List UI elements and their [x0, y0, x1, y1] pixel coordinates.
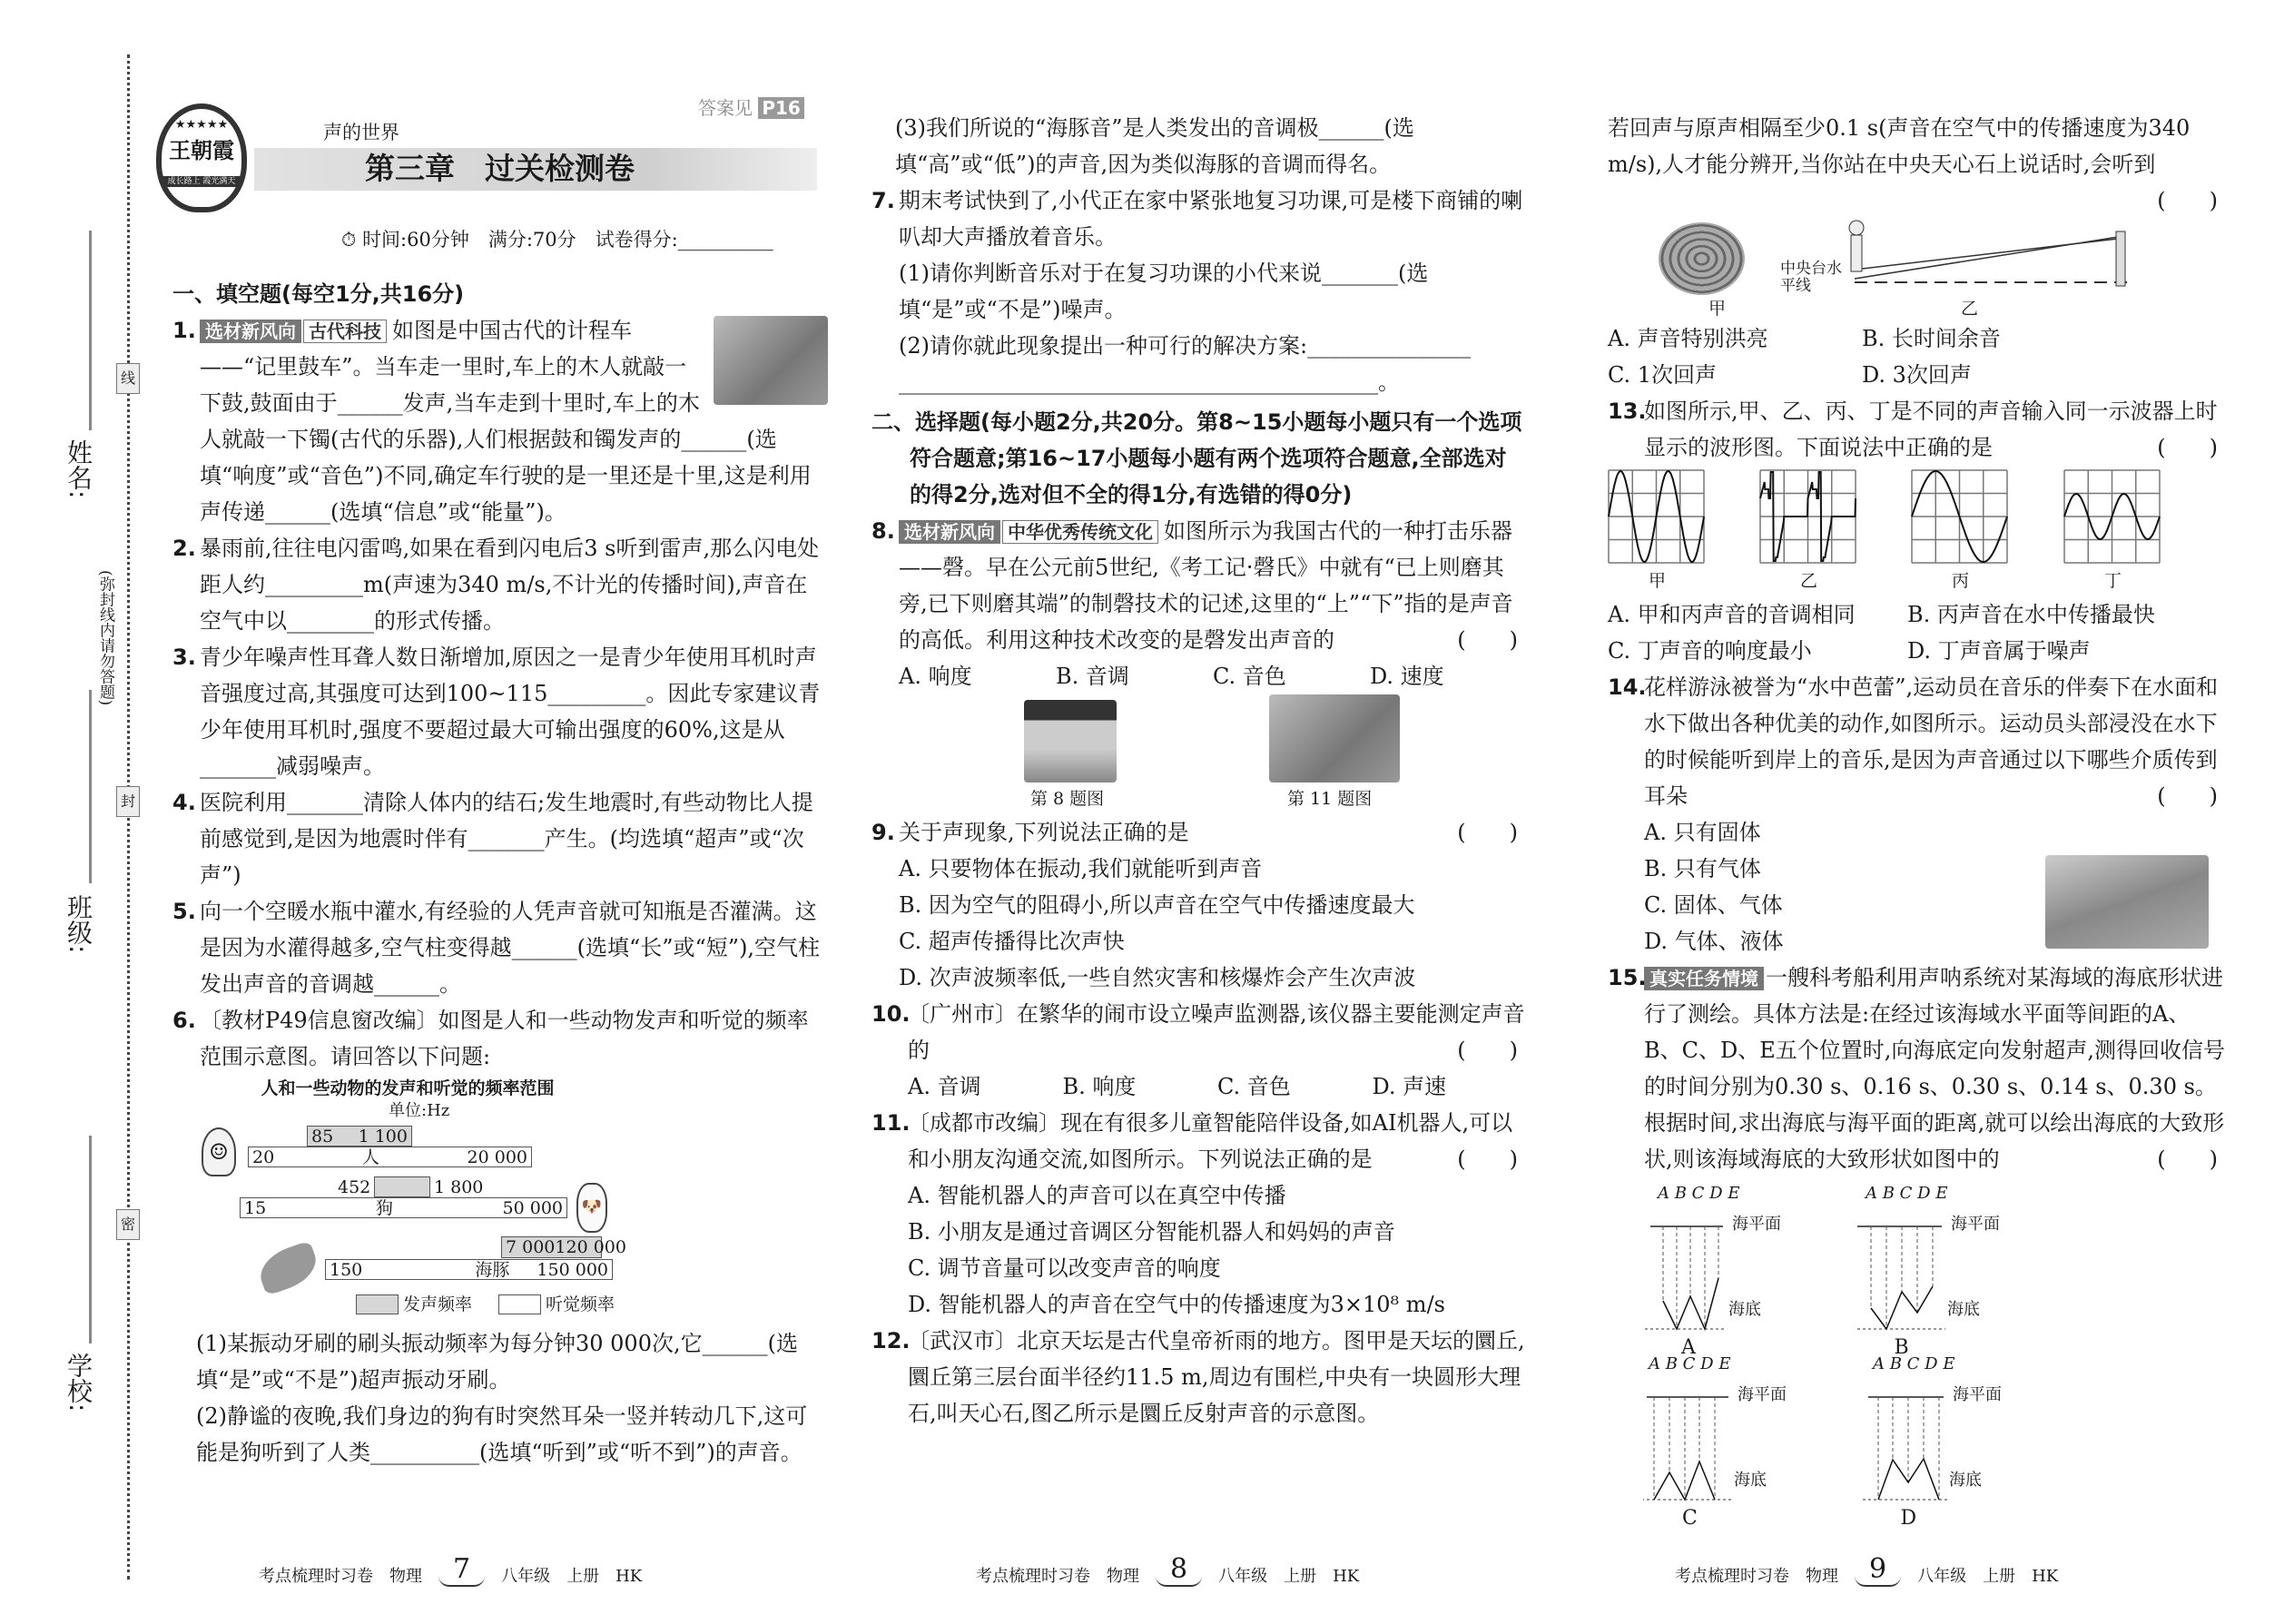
option-a[interactable]: A. 响度 — [899, 664, 972, 689]
q2-number: 2. — [172, 536, 196, 561]
q5-number: 5. — [172, 899, 196, 924]
waveform-label: 甲 — [1649, 571, 1667, 591]
option-b[interactable]: B. 只有气体 — [1644, 856, 1761, 881]
question-6-sub2: (2)静谧的夜晚,我们身边的狗有时突然耳朵一竖并转动几下,这可能是狗听到了人类__________(选填“听到”或“听不到”)的声音。 — [196, 1403, 808, 1465]
q11-figure-robot — [1269, 694, 1400, 782]
question-8 — [871, 513, 1527, 694]
question-1 — [172, 312, 828, 530]
school-line — [89, 1136, 92, 1343]
exam-info — [341, 227, 773, 252]
dolphin-hear-max: 150 000 — [537, 1259, 608, 1280]
dog-hear-range — [240, 1197, 567, 1218]
q9-number: 9. — [871, 820, 895, 845]
page-number: 8 — [1156, 1554, 1202, 1587]
q15-tag: 真实任务情境 — [1644, 967, 1764, 990]
clock-icon: ⏱ — [341, 229, 363, 251]
question-6 — [172, 1002, 828, 1075]
footer-left: 考点梳理时习卷 物理 — [259, 1567, 422, 1586]
q1-tag2: 古代科技 — [303, 320, 387, 343]
q8-figure-caption: 第 8 题图 — [1030, 789, 1105, 809]
option-d[interactable]: D. 声速 — [1372, 1074, 1447, 1099]
section1-title: 一、填空题(每空1分,共16分) — [172, 281, 465, 307]
dog-emit-range — [374, 1176, 430, 1197]
q11-answer-paren: ( ) — [1457, 1147, 1518, 1172]
column-1 — [172, 276, 828, 1471]
seal-mark-seal: 封 — [116, 786, 140, 817]
page-number: 9 — [1855, 1554, 1901, 1587]
choice-label: D — [1900, 1507, 1917, 1530]
q4-number: 4. — [172, 790, 196, 815]
q1-number: 1. — [172, 318, 196, 343]
option-c[interactable]: C. 丁声音的响度最小 — [1608, 638, 1812, 664]
seal-notice: (弥封线内请勿答题) — [96, 570, 114, 706]
class-label: 班级: — [64, 894, 94, 954]
q14-number: 14. — [1608, 674, 1647, 700]
sea-floor-label: 海底 — [1947, 1300, 1980, 1319]
q8-figure-chime — [1024, 700, 1117, 782]
q7-number: 7. — [871, 188, 895, 213]
question-15 — [1608, 960, 2227, 1177]
dolphin-hear-min: 150 — [330, 1259, 363, 1280]
footer-page-7 — [259, 1554, 642, 1587]
option-b[interactable]: B. 因为空气的阻碍小,所以声音在空气中传播速度最大 — [899, 892, 1415, 918]
question-3 — [172, 639, 828, 784]
sea-level-label: 海平面 — [1951, 1215, 2000, 1234]
seal-mark-line: 线 — [116, 363, 140, 394]
section2-title: 二、选择题(每小题2分,共20分。第8~15小题每小题只有一个选项符合题意;第16~17小题每小题有两个选项符合题意,全部选对的得2分,选对但不全的得1分,有选错的得0分) — [871, 409, 1522, 507]
person-icon: ☺ — [202, 1127, 236, 1176]
human-label: 人 — [361, 1147, 379, 1167]
dolphin-emit-max: 120 000 — [555, 1237, 626, 1257]
q3-text: 青少年噪声性耳聋人数日渐增加,原因之一是青少年使用耳机时声音强度过高,其强度可达到100~115_________。因此专家建议青少年使用耳机时,强度不要超过最大可输出强度的60%,这是从_______减弱噪声。 — [200, 645, 821, 779]
sea-level-label: 海平面 — [1953, 1385, 2002, 1404]
option-b[interactable]: B. 音调 — [1056, 664, 1129, 689]
q11-options — [908, 1177, 1527, 1323]
logo-text: 王朝霞 — [169, 137, 234, 163]
dolphin-hear-range — [325, 1259, 613, 1280]
option-d[interactable]: D. 丁声音属于噪声 — [1907, 638, 2091, 664]
seafloor-diagrams — [1608, 1183, 2227, 1530]
dog-emit-max: 1 800 — [434, 1177, 484, 1197]
dolphin-icon — [254, 1240, 322, 1296]
option-d[interactable]: D. 气体、液体 — [1644, 929, 1784, 954]
q8-text: 如图所示为我国古代的一种打击乐器——磬。早在公元前5世纪,《考工记·磬氏》中就有“已上则磨其旁,已下则磨其端”的制磬技术的记述,这里的“上”“下”指的是声音的高低。利用这种技术改变的是磬发出声音的 — [899, 518, 1513, 653]
option-d[interactable]: D. 速度 — [1370, 664, 1444, 689]
q12-figure-b-label: 乙 — [1961, 299, 1979, 319]
q7-text: 期末考试快到了,小代正在家中紧张地复习功课,可是楼下商铺的喇叭却大声播放着音乐。 — [899, 188, 1523, 250]
question-14 — [1608, 669, 2227, 960]
option-a[interactable]: A. 智能机器人的声音可以在真空中传播 — [908, 1183, 1286, 1208]
q12-figure-a-label: 甲 — [1708, 299, 1727, 319]
logo-stars-icon: ★★★★★ — [174, 118, 229, 132]
logo-motto: 成长路上 霞光满天 — [162, 176, 241, 187]
q14-text: 花样游泳被誉为“水中芭蕾”,运动员在音乐的伴奏下在水面和水下做出各种优美的动作,如图所示。运动员头部浸没在水下的时候能听到岸上的音乐,是因为声音通过以下哪些介质传到耳朵 — [1644, 674, 2219, 809]
q7-answer-line: ____________________________________________。 — [899, 369, 1400, 395]
q3-number: 3. — [172, 645, 196, 670]
q8-tag2: 中华优秀传统文化 — [1002, 520, 1158, 544]
q13-number: 13. — [1608, 399, 1647, 424]
question-2 — [172, 530, 828, 639]
option-b[interactable]: B. 响度 — [1062, 1074, 1137, 1099]
dolphin-emit-min: 7 000 — [506, 1237, 556, 1257]
waveform-label: 乙 — [1800, 571, 1818, 591]
q2-text: 暴雨前,往往电闪雷鸣,如果在看到闪电后3 s听到雷声,那么闪电处距人约_________m(声速为340 m/s,不计光的传播时间),声音在空气中以________的形式传播。 — [200, 536, 820, 634]
q9-answer-paren: ( ) — [1457, 820, 1518, 845]
question-9 — [871, 814, 1527, 996]
q6-text: 〔教材P49信息窗改编〕如图是人和一些动物发声和听觉的频率范围示意图。请回答以下问题: — [200, 1008, 809, 1069]
human-emit-max: 1 100 — [358, 1126, 408, 1147]
legend-hear-swatch — [498, 1294, 541, 1314]
q10-options — [908, 1068, 1527, 1105]
option-c[interactable]: C. 音色 — [1217, 1074, 1291, 1099]
q12-figure-circular-mound — [1659, 222, 1745, 295]
question-6-sub1: (1)某振动牙刷的刷头振动频率为每分钟30 000次,它______(选填“是”或“不是”)超声振动牙刷。 — [196, 1331, 798, 1393]
option-a[interactable]: A. 只有固体 — [1644, 820, 1761, 845]
sea-floor-label: 海底 — [1728, 1300, 1761, 1319]
option-c[interactable]: C. 调节音量可以改变声音的响度 — [908, 1255, 1221, 1281]
exam-info-text: 时间:60分钟 满分:70分 试卷得分: — [362, 229, 678, 251]
question-10 — [871, 996, 1527, 1105]
choice-label: C — [1682, 1507, 1698, 1530]
page-title: 第三章 过关检测卷 — [365, 151, 635, 186]
column-2 — [871, 110, 1527, 1432]
option-a[interactable]: A. 音调 — [908, 1074, 981, 1099]
q15-number: 15. — [1608, 965, 1647, 990]
oscilloscope-waveforms — [1608, 469, 2227, 596]
q11-figure-caption: 第 11 题图 — [1287, 789, 1373, 809]
q7-sub2: (2)请你就此现象提出一种可行的解决方案:_______________ — [899, 333, 1472, 359]
seal-mark-secret: 密 — [116, 1209, 140, 1240]
option-b[interactable]: B. 小朋友是通过音调区分智能机器人和妈妈的声音 — [908, 1219, 1395, 1245]
question-4 — [172, 784, 828, 893]
footer-left: 考点梳理时习卷 物理 — [976, 1567, 1139, 1586]
choice-label: B — [1894, 1336, 1909, 1359]
footer-right: 八年级 上册 HK — [1218, 1567, 1360, 1586]
seafloor-diagram-a — [1643, 1205, 1807, 1336]
q1-image-drum-cart — [714, 316, 828, 405]
question-7 — [871, 182, 1527, 400]
footer-right: 八年级 上册 HK — [1917, 1567, 2059, 1586]
option-a[interactable]: A. 只要物体在振动,我们就能听到声音 — [899, 856, 1263, 881]
q12-options — [1608, 320, 2116, 393]
q10-number: 10. — [871, 1001, 911, 1027]
human-emit-range — [307, 1126, 412, 1147]
human-hear-min: 20 — [252, 1147, 275, 1167]
q5-text: 向一个空暖水瓶中灌水,有经验的人凭声音就可知瓶是否灌满。这是因为水灌得越多,空气柱变得越______(选填“长”或“短”),空气柱发出声音的音调越______。 — [200, 899, 821, 997]
waveform-2 — [1911, 469, 2008, 564]
point-labels: A B C D E — [1649, 1354, 1731, 1373]
score-blank: __________ — [677, 229, 773, 251]
option-c[interactable]: C. 音色 — [1213, 664, 1286, 689]
q1-tag: 选材新风向 — [200, 320, 301, 343]
answer-reference — [698, 96, 804, 120]
column-3 — [1608, 110, 2227, 1530]
answer-ref-label: 答案见 — [698, 97, 753, 119]
option-a[interactable]: A. 声音特别洪亮 — [1608, 326, 1768, 351]
dog-hear-min: 15 — [244, 1197, 267, 1218]
unit-name: 声的世界 — [323, 122, 399, 143]
footer-left: 考点梳理时习卷 物理 — [1675, 1567, 1838, 1586]
question-6-sub3: (3)我们所说的“海豚音”是人类发出的音调极______(选填“高”或“低”)的声音,因为类似海豚的音调而得名。 — [895, 115, 1414, 177]
option-c[interactable]: C. 超声传播得比次声快 — [899, 929, 1125, 954]
human-hear-max: 20 000 — [467, 1147, 527, 1167]
option-d[interactable]: D. 次声波频率低,一些自然灾害和核爆炸会产生次声波 — [899, 965, 1416, 990]
q14-options — [1644, 814, 1916, 960]
name-label: 姓名: — [64, 439, 94, 499]
q12-number: 12. — [871, 1328, 911, 1353]
q13-answer-paren: ( ) — [2157, 435, 2218, 460]
q11-text: 〔成都市改编〕现在有很多儿童智能陪伴设备,如AI机器人,可以和小朋友沟通交流,如图所示。下列说法正确的是 — [908, 1110, 1513, 1172]
brand-logo — [156, 103, 247, 212]
option-a[interactable]: A. 甲和丙声音的音调相同 — [1608, 602, 1856, 627]
choice-label: A — [1681, 1336, 1696, 1359]
question-12 — [871, 1323, 1527, 1432]
q8-options — [899, 658, 1527, 694]
frequency-range-figure — [182, 1078, 817, 1325]
option-d[interactable]: D. 智能机器人的声音在空气中的传播速度为3×10⁸ m/s — [908, 1292, 1445, 1317]
point-labels: A B C D E — [1658, 1184, 1740, 1203]
dog-emit-min: 452 — [338, 1177, 371, 1197]
school-label: 学校: — [64, 1353, 94, 1412]
waveform-1 — [1759, 469, 1856, 564]
figure-unit: 单位:Hz — [389, 1101, 450, 1120]
q15-answer-paren: ( ) — [2157, 1147, 2218, 1172]
legend-hear-label: 听觉频率 — [546, 1294, 615, 1314]
figure-title: 人和一些动物的发声和听觉的频率范围 — [261, 1078, 555, 1098]
footer-right: 八年级 上册 HK — [501, 1567, 643, 1586]
q8-answer-paren: ( ) — [1457, 627, 1518, 653]
dolphin-emit-range — [501, 1236, 626, 1258]
sea-level-label: 海平面 — [1738, 1385, 1787, 1404]
human-emit-min: 85 — [311, 1126, 334, 1147]
page-number: 7 — [438, 1554, 485, 1587]
sea-level-label: 海平面 — [1732, 1215, 1781, 1234]
q12-figure-b-horizontal-label: 中央台水平线 — [1780, 260, 1842, 295]
dolphin-label: 海豚 — [475, 1259, 510, 1280]
q4-text: 医院利用_______清除人体内的结石;发生地震时,有些动物比人提前感觉到,是因为地震时伴有_______产生。(均选填“超声”或“次声”) — [200, 790, 813, 888]
waveform-label: 丁 — [2104, 571, 2122, 591]
q8-number: 8. — [871, 518, 895, 544]
option-d[interactable]: D. 3次回声 — [1862, 362, 1972, 388]
q12-text: 〔武汉市〕北京天坛是古代皇帝祈雨的地方。图甲是天坛的圜丘,圜丘第三层台面半径约11.5 m,周边有围栏,中央有一块圆形大理石,叫天心石,图乙所示是圜丘反射声音的示意图。 — [908, 1328, 1525, 1426]
footer-page-8 — [976, 1554, 1359, 1587]
q9-text: 关于声现象,下列说法正确的是 — [899, 820, 1189, 845]
q14-figure-synchronized-swimming — [2045, 855, 2209, 949]
question-13 — [1608, 393, 2227, 466]
q1-text: 如图是中国古代的计程车——“记里鼓车”。当车走一里时,车上的木人就敲一下鼓,鼓面由于______发声,当车走到十里时,车上的木人就敲一下镯(古代的乐器),人们根据鼓和镯发声的______(选填“响度”或“音色”)不同,确定车行驶的是一里还是十里,这是利用声传递______(选填“信息”或“能量”)。 — [200, 318, 812, 525]
option-b[interactable]: B. 长时间余音 — [1862, 326, 2001, 351]
q8-tag: 选材新风向 — [899, 520, 1000, 544]
waveform-0 — [1608, 469, 1705, 564]
option-b[interactable]: B. 丙声音在水中传播最快 — [1907, 602, 2155, 627]
waveform-label: 丙 — [1952, 571, 1970, 591]
q13-options — [1608, 596, 2207, 669]
q12-figures — [1608, 219, 2227, 320]
legend-emit-label: 发声频率 — [403, 1294, 473, 1314]
answer-ref-page: P16 — [758, 97, 804, 119]
legend-emit-swatch — [356, 1294, 399, 1314]
human-hear-range — [248, 1147, 532, 1167]
question-11 — [871, 1105, 1527, 1323]
dog-icon: 🐶 — [576, 1183, 607, 1233]
point-labels: A B C D E — [1873, 1354, 1955, 1373]
q8-q11-figures — [871, 694, 1527, 814]
q6-number: 6. — [172, 1008, 196, 1033]
q11-number: 11. — [871, 1110, 911, 1136]
sea-floor-label: 海底 — [1734, 1471, 1767, 1490]
option-c[interactable]: C. 固体、气体 — [1644, 892, 1783, 918]
question-12-continued — [1608, 110, 2227, 213]
dog-label: 狗 — [375, 1197, 393, 1218]
sea-floor-label: 海底 — [1949, 1471, 1982, 1490]
q9-options — [899, 851, 1527, 996]
dog-hear-max: 50 000 — [502, 1197, 563, 1218]
q10-answer-paren: ( ) — [1457, 1038, 1518, 1063]
q14-answer-paren: ( ) — [2157, 783, 2218, 809]
name-line — [89, 231, 92, 430]
point-labels: A B C D E — [1866, 1184, 1948, 1203]
binding-dotted-line — [127, 54, 130, 1580]
q7-sub1: (1)请你判断音乐对于在复习功课的小代来说_______(选填“是”或“不是”)噪声。 — [899, 261, 1429, 322]
question-5 — [172, 893, 828, 1002]
option-c[interactable]: C. 1次回声 — [1608, 362, 1718, 388]
waveform-3 — [2063, 469, 2161, 564]
q15-text: 一艘科考船利用声呐系统对某海域的海底形状进行了测绘。具体方法是:在经过该海域水平面等间距的A、B、C、D、E五个位置时,向海底定向发射超声,测得回收信号的时间分别为0.30 s、0.16 s、0.30 s、0.14 s、0.30 s。根据时间,求出海底与海平面的距离,就可以绘出海底的大致形状,则该海域海底的大致形状如图中的 — [1644, 965, 2226, 1172]
q10-text: 〔广州市〕在繁华的闹市设立噪声监测器,该仪器主要能测定声音的 — [908, 1001, 1525, 1063]
footer-page-9 — [1675, 1554, 2058, 1587]
class-line — [89, 690, 92, 883]
q12-answer-paren: ( ) — [2157, 188, 2218, 213]
q13-text: 如图所示,甲、乙、丙、丁是不同的声音输入同一示波器上时显示的波形图。下面说法中正确的是 — [1644, 399, 2218, 460]
q12-cont-text: 若回声与原声相隔至少0.1 s(声音在空气中的传播速度为340 m/s),人才能分辨开,当你站在中央天心石上说话时,会听到 — [1608, 115, 2191, 177]
